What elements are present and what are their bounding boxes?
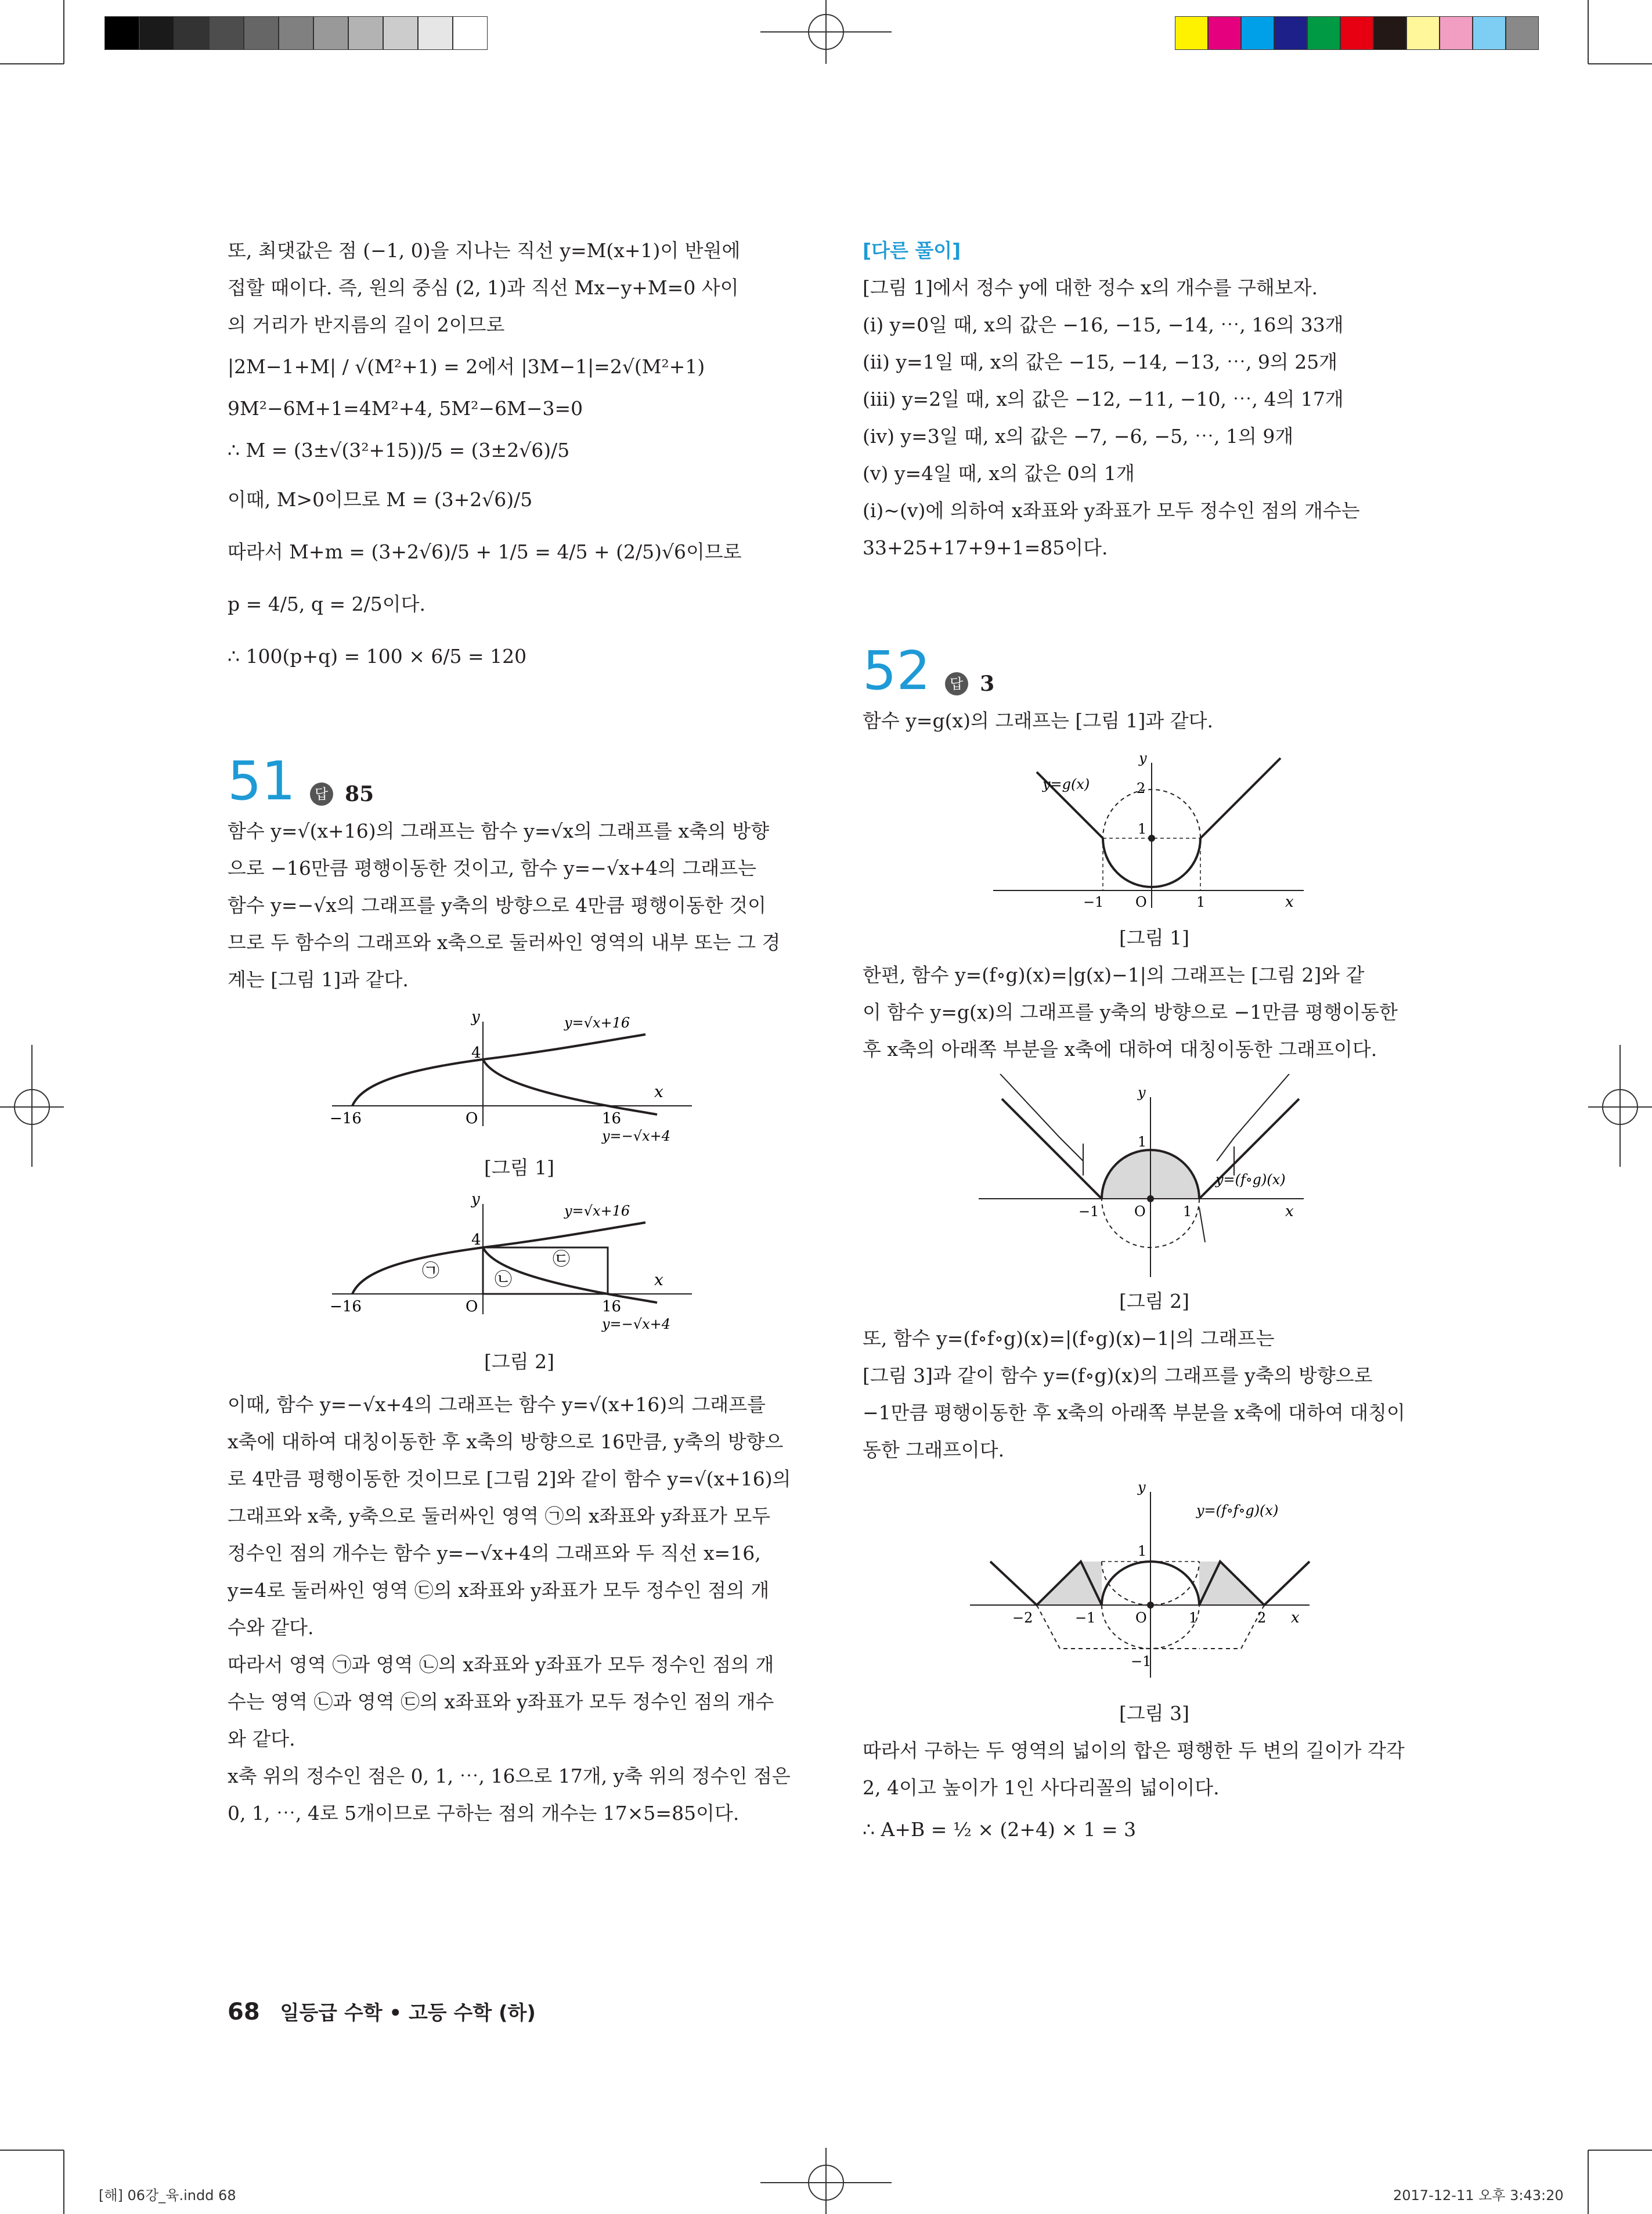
x-tick-1: 1 xyxy=(1183,1203,1192,1220)
text-line: 함수 y=√(x+16)의 그래프는 함수 y=√x의 그래프를 x축의 방향 xyxy=(228,820,770,842)
math-line: ∴ M = (3±√(3²+15))/5 = (3±2√6)/5 xyxy=(228,439,570,461)
text-line: 또, 함수 y=(f∘f∘g)(x)=|(f∘g)(x)−1|의 그래프는 xyxy=(863,1327,1275,1350)
y-axis-label: y xyxy=(1138,1479,1146,1495)
page-footer xyxy=(228,1997,536,2025)
y-axis-label: y xyxy=(471,1008,480,1026)
origin-label: O xyxy=(1134,1203,1146,1220)
color-swatch xyxy=(1307,16,1340,50)
text-line: 이 함수 y=g(x)의 그래프를 y축의 방향으로 −1만큼 평행이동한 xyxy=(863,1001,1398,1023)
text-line: 한편, 함수 y=(f∘g)(x)=|g(x)−1|의 그래프는 [그림 2]와 같 xyxy=(863,964,1365,986)
left-column xyxy=(228,232,811,1832)
x-tick-neg2: −2 xyxy=(1012,1610,1033,1626)
text-line: 33+25+17+9+1=85이다. xyxy=(863,536,1108,559)
figure-51-2 xyxy=(228,1187,811,1343)
y-tick-neg1: −1 xyxy=(1131,1653,1152,1669)
text-line: 2, 4이고 높이가 1인 사다리꼴의 넓이이다. xyxy=(863,1776,1220,1799)
color-swatch xyxy=(1473,16,1506,50)
y-tick-1: 1 xyxy=(1138,821,1147,837)
y-axis-label: y xyxy=(1139,750,1147,766)
math-line: |2M−1+M| / √(M²+1) = 2에서 |3M−1|=2√(M²+1) xyxy=(228,355,705,378)
problem-52 xyxy=(863,642,1446,1853)
figure-caption: [그림 3] xyxy=(1119,1702,1189,1725)
text-line: (ⅴ) y=4일 때, x의 값은 0의 1개 xyxy=(863,462,1135,485)
arrow-up-right xyxy=(1199,1207,1205,1242)
math-line: ∴ 100(p+q) = 100 × 6/5 = 120 xyxy=(228,645,527,668)
figure-52-1 xyxy=(863,745,1446,920)
text-line: 그래프와 x축, y축으로 둘러싸인 영역 ㉠의 x좌표와 y좌표가 모두 xyxy=(228,1505,771,1527)
lower-dashed-right xyxy=(1199,1605,1267,1649)
right-column xyxy=(863,232,1446,1853)
x-tick-2: 2 xyxy=(1257,1610,1267,1626)
text-line: 의 거리가 반지름의 길이 2이므로 xyxy=(228,313,505,336)
x-tick-neg1: −1 xyxy=(1079,1203,1099,1220)
figure-52-2 xyxy=(863,1074,1446,1283)
gray-swatch xyxy=(279,16,313,50)
text-line: x축에 대하여 대칭이동한 후 x축의 방향으로 16만큼, y축의 방향으 xyxy=(228,1430,784,1453)
y-tick-1: 1 xyxy=(1138,1543,1147,1559)
figure-caption: [그림 2] xyxy=(484,1350,554,1373)
origin-point xyxy=(1147,1602,1154,1609)
text-line: 함수 y=−√x의 그래프를 y축의 방향으로 4만큼 평행이동한 것이 xyxy=(228,894,766,917)
x-max-label: 16 xyxy=(602,1110,622,1127)
problem-51 xyxy=(228,752,811,1832)
book-title: 일등급 수학 • 고등 수학 (하) xyxy=(280,2002,536,2025)
text-line: 접할 때이다. 즉, 원의 중심 (2, 1)과 직선 Mx−y+M=0 사이 xyxy=(228,276,739,299)
gray-swatch xyxy=(348,16,383,50)
x-tick-1: 1 xyxy=(1196,894,1206,910)
text-line: 계는 [그림 1]과 같다. xyxy=(228,968,409,991)
x-min-label: −16 xyxy=(330,1298,362,1315)
math-line: p = 4/5, q = 2/5이다. xyxy=(228,593,425,615)
y-intercept-label: 4 xyxy=(471,1231,481,1249)
text-line: 수는 영역 ㉡과 영역 ㉢의 x좌표와 y좌표가 모두 정수인 점의 개수 xyxy=(228,1690,774,1713)
text-line: (ⅲ) y=2일 때, x의 값은 −12, −11, −10, ⋯, 4의 17개 xyxy=(863,388,1344,410)
file-info: [해] 06강_육.indd 68 xyxy=(99,2187,236,2204)
x-tick-1: 1 xyxy=(1189,1610,1198,1626)
text-line: 동한 그래프이다. xyxy=(863,1438,1005,1461)
gray-swatch xyxy=(453,16,488,50)
region-a-label: ㉠ xyxy=(422,1261,439,1281)
right-ray xyxy=(1200,758,1281,838)
text-line: [그림 3]과 같이 함수 y=(f∘g)(x)의 그래프를 y축의 방향으로 xyxy=(863,1364,1373,1387)
gray-swatch xyxy=(418,16,453,50)
shifted-right-ray xyxy=(1217,1074,1289,1161)
y-tick-2: 2 xyxy=(1137,780,1146,796)
left-top-solution xyxy=(228,232,811,683)
y-intercept-label: 4 xyxy=(471,1044,481,1062)
text-line: 따라서 영역 ㉠과 영역 ㉡의 x좌표와 y좌표가 모두 정수인 점의 개 xyxy=(228,1653,774,1676)
problem-number: 52 xyxy=(863,640,931,702)
math-line: 9M²−6M+1=4M²+4, 5M²−6M−3=0 xyxy=(228,397,583,420)
color-swatch xyxy=(1373,16,1406,50)
answer-badge: 답 xyxy=(945,672,968,695)
x-tick-neg1: −1 xyxy=(1083,894,1104,910)
region-c-label: ㉢ xyxy=(553,1249,570,1270)
text-line: 이때, 함수 y=−√x+4의 그래프는 함수 y=√(x+16)의 그래프를 xyxy=(228,1393,766,1416)
x-axis-label: x xyxy=(1291,1609,1300,1627)
curve-label-bottom: y=−√x+4 xyxy=(602,1316,670,1332)
color-swatch xyxy=(1208,16,1241,50)
text-line: 따라서 구하는 두 영역의 넓이의 합은 평행한 두 변의 길이가 각각 xyxy=(863,1739,1405,1762)
color-swatch xyxy=(1175,16,1208,50)
answer-value: 3 xyxy=(980,672,995,696)
origin-label: O xyxy=(466,1298,478,1315)
gray-swatch xyxy=(313,16,348,50)
alternative-solution xyxy=(863,232,1446,567)
text-line: 0, 1, ⋯, 4로 5개이므로 구하는 점의 개수는 17×5=85이다. xyxy=(228,1802,740,1824)
gray-swatch xyxy=(383,16,418,50)
figure-caption: [그림 2] xyxy=(1119,1290,1189,1312)
x-axis-label: x xyxy=(1285,893,1294,911)
x-axis-label: x xyxy=(654,1270,663,1289)
text-line: (ⅰ)~(ⅴ)에 의하여 x좌표와 y좌표가 모두 정수인 점의 개수는 xyxy=(863,499,1360,522)
x-min-label: −16 xyxy=(330,1110,362,1127)
color-swatch xyxy=(1274,16,1307,50)
gray-swatch xyxy=(174,16,209,50)
y-axis-label: y xyxy=(471,1191,480,1208)
center-point xyxy=(1148,835,1155,842)
curve-label-top: y=√x+16 xyxy=(564,1015,630,1031)
figure-51-1 xyxy=(228,1004,811,1149)
curve-label-bottom: y=−√x+4 xyxy=(602,1128,670,1144)
gray-swatch xyxy=(139,16,174,50)
text-line: −1만큼 평행이동한 후 x축의 아래쪽 부분을 x축에 대하여 대칭이 xyxy=(863,1401,1405,1424)
x-axis-label: x xyxy=(1285,1203,1294,1220)
text-line: (ⅱ) y=1일 때, x의 값은 −15, −14, −13, ⋯, 9의 25개 xyxy=(863,351,1338,373)
origin-point xyxy=(1147,1195,1154,1202)
math-line: ∴ A+B = ½ × (2+4) × 1 = 3 xyxy=(863,1818,1137,1841)
math-line: 이때, M>0이므로 M = (3+2√6)/5 xyxy=(228,488,533,511)
gray-swatch xyxy=(244,16,279,50)
print-timestamp: 2017-12-11 오후 3:43:20 xyxy=(1393,2187,1564,2204)
text-line: 로 4만큼 평행이동한 것이므로 [그림 2]와 같이 함수 y=√(x+16)의 xyxy=(228,1467,791,1490)
text-line: 므로 두 함수의 그래프와 x축으로 둘러싸인 영역의 내부 또는 그 경 xyxy=(228,931,781,954)
curve-label: y=(f∘f∘g)(x) xyxy=(1196,1502,1279,1519)
text-line: 와 같다. xyxy=(228,1728,295,1750)
text-line: (ⅳ) y=3일 때, x의 값은 −7, −6, −5, ⋯, 1의 9개 xyxy=(863,425,1294,448)
region-b-label: ㉡ xyxy=(495,1270,512,1290)
origin-label: O xyxy=(466,1110,478,1127)
color-swatch xyxy=(1241,16,1274,50)
text-line: 또, 최댓값은 점 (−1, 0)을 지나는 직선 y=M(x+1)이 반원에 xyxy=(228,239,741,262)
color-swatch xyxy=(1440,16,1473,50)
color-swatch xyxy=(1506,16,1539,50)
text-line: [그림 1]에서 정수 y에 대한 정수 x의 개수를 구해보자. xyxy=(863,276,1318,299)
left-ray xyxy=(1002,1099,1102,1199)
text-line: y=4로 둘러싸인 영역 ㉢의 x좌표와 y좌표가 모두 정수인 점의 개 xyxy=(228,1579,770,1602)
text-line: x축 위의 정수인 점은 0, 1, ⋯, 16으로 17개, y축 위의 정수인 점은 xyxy=(228,1765,791,1787)
curve-label: y=(f∘g)(x) xyxy=(1215,1171,1286,1188)
text-line: 함수 y=g(x)의 그래프는 [그림 1]과 같다. xyxy=(863,709,1213,732)
x-axis-label: x xyxy=(654,1082,663,1101)
text-line: 정수인 점의 개수는 함수 y=−√x+4의 그래프와 두 직선 x=16, xyxy=(228,1542,761,1564)
origin-label: O xyxy=(1135,894,1147,910)
curve-label: y=g(x) xyxy=(1043,776,1090,792)
figure-caption: [그림 1] xyxy=(484,1156,554,1179)
figure-52-3 xyxy=(863,1474,1446,1695)
text-line: 수와 같다. xyxy=(228,1616,314,1639)
y-axis-label: y xyxy=(1138,1084,1146,1101)
gray-swatch xyxy=(104,16,139,50)
alt-solution-title: [다른 풀이] xyxy=(863,239,961,262)
curve-label-top: y=√x+16 xyxy=(564,1203,630,1219)
problem-number: 51 xyxy=(228,750,296,812)
math-line: 따라서 M+m = (3+2√6)/5 + 1/5 = 4/5 + (2/5)√6이므로 xyxy=(228,540,742,563)
text-line: 후 x축의 아래쪽 부분을 x축에 대하여 대칭이동한 그래프이다. xyxy=(863,1038,1377,1061)
y-tick-1: 1 xyxy=(1138,1134,1147,1150)
origin-label: O xyxy=(1135,1610,1147,1626)
color-swatch xyxy=(1340,16,1373,50)
shifted-left-ray xyxy=(1000,1074,1083,1161)
gray-swatch xyxy=(209,16,244,50)
answer-badge: 답 xyxy=(310,783,333,806)
text-line: 으로 −16만큼 평행이동한 것이고, 함수 y=−√x+4의 그래프는 xyxy=(228,857,756,879)
color-swatch xyxy=(1406,16,1440,50)
figure-caption: [그림 1] xyxy=(1119,926,1189,949)
answer-value: 85 xyxy=(345,782,374,806)
page-number: 68 xyxy=(228,1999,260,2025)
x-tick-neg1: −1 xyxy=(1075,1610,1096,1626)
curve-sqrt-x-plus-16 xyxy=(352,1034,645,1106)
x-max-label: 16 xyxy=(602,1298,622,1315)
text-line: (ⅰ) y=0일 때, x의 값은 −16, −15, −14, ⋯, 16의 33개 xyxy=(863,313,1344,336)
